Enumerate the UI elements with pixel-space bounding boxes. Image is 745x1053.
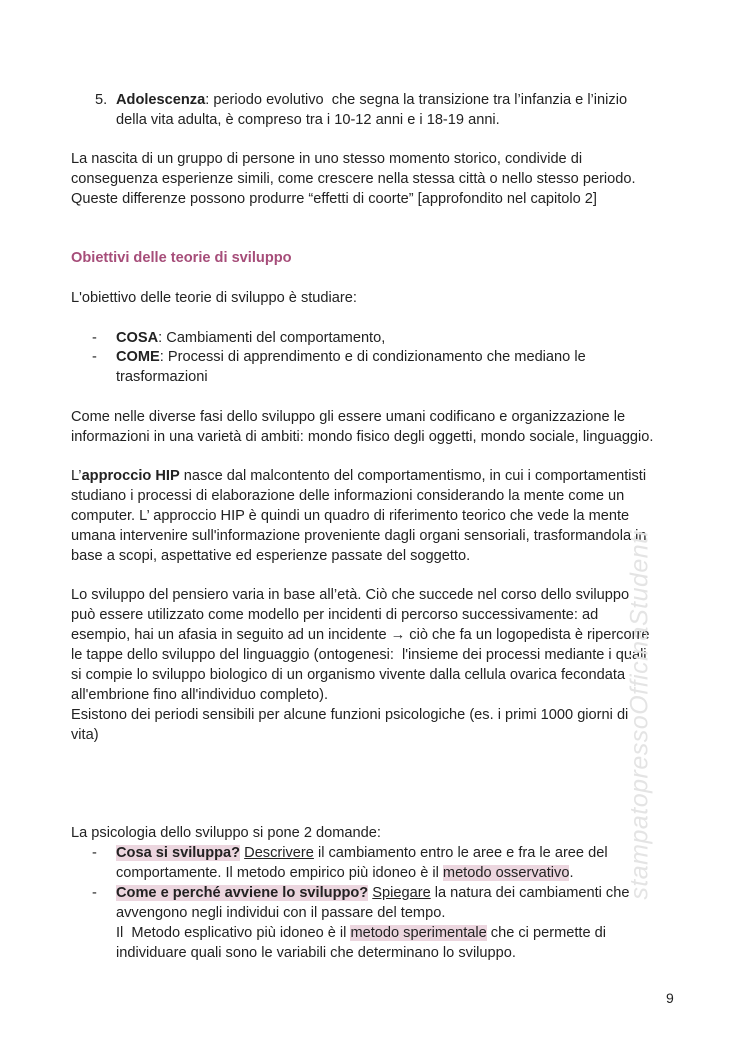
- bullet-marker: -: [92, 845, 97, 861]
- text-line: [71, 626, 649, 644]
- bullet-marker: -: [92, 885, 97, 901]
- text: base a scopi, aspettative ed esperienze passate del soggetto.: [71, 548, 471, 564]
- text: trasformazioni: [116, 369, 208, 385]
- text: nasce dal malcontento del comportamentismo, in cui i comportamentisti: [179, 468, 647, 484]
- text-line: [71, 547, 470, 565]
- bold-text: Adolescenza: [116, 92, 206, 108]
- text-line: [116, 904, 445, 922]
- text-line: [71, 586, 629, 604]
- underlined-text: Descrivere: [244, 845, 314, 861]
- bullet-marker: -: [92, 330, 97, 346]
- text-line: [71, 289, 357, 307]
- text-line: [116, 91, 627, 109]
- text-line: [71, 606, 598, 624]
- highlighted-text: Cosa si sviluppa?: [116, 845, 241, 861]
- text: della vita adulta, è compreso tra i 10-12 anni e i 18-19 anni.: [116, 112, 500, 128]
- text: Esistono dei periodi sensibili per alcune funzioni psicologiche (es. i primi 1000 giorni di: [71, 707, 629, 723]
- text-line: [71, 507, 629, 525]
- text-line: [71, 487, 624, 505]
- text-line: [116, 884, 629, 902]
- text: La psicologia dello sviluppo si pone 2 domande:: [71, 825, 381, 841]
- text: Lo sviluppo del pensiero varia in base all’età. Ciò che succede nel corso dello sviluppo: [71, 587, 630, 603]
- watermark: stampatopressoOfficinaStudenti: [625, 530, 654, 900]
- text: il cambiamento entro le aree e fra le aree del: [313, 845, 608, 861]
- highlighted-text: metodo sperimentale: [350, 925, 487, 941]
- text: avvengono negli individui con il passare del tempo.: [116, 905, 446, 921]
- text: conseguenza esperienze simili, come crescere nella stessa città o nello stesso periodo.: [71, 171, 636, 187]
- bold-text: COME: [116, 349, 160, 365]
- text-line: [71, 527, 647, 545]
- text-line: [71, 824, 381, 842]
- text-line: [116, 348, 586, 366]
- text: : Cambiamenti del comportamento,: [158, 330, 386, 346]
- text-line: [71, 686, 328, 704]
- text: comportamente. Il metodo empirico più idoneo è il: [116, 865, 443, 881]
- text-line: [71, 428, 653, 446]
- text: vita): [71, 727, 99, 743]
- text: può essere utilizzato come modello per incidenti di percorso successivamente: ad: [71, 607, 599, 623]
- text-line: [71, 467, 646, 485]
- text: che ci permette di: [486, 925, 606, 941]
- text: esempio, hai un afasia in seguito ad un incidente → ciò che fa un logopedista è ripercorre: [71, 627, 650, 643]
- text: Queste differenze possono produrre “effetti di coorte” [approfondito nel capitolo 2]: [71, 191, 597, 207]
- bold-text: COSA: [116, 330, 159, 346]
- text-line: [71, 408, 625, 426]
- text-line: [71, 170, 636, 188]
- text: : periodo evolutivo che segna la transizione tra l’infanzia e l’inizio: [205, 92, 628, 108]
- underlined-text: Spiegare: [372, 885, 431, 901]
- text: La nascita di un gruppo di persone in uno stesso momento storico, condivide di: [71, 151, 583, 167]
- text-line: [116, 111, 500, 129]
- bullet-marker: -: [92, 349, 97, 365]
- text-line: [71, 666, 625, 684]
- text: la natura dei cambiamenti che: [430, 885, 630, 901]
- text-line: [71, 646, 647, 664]
- text-line: [116, 924, 606, 942]
- text: le tappe dello sviluppo del linguaggio (ontogenesi: l'insieme dei processi mediante i quali: [71, 647, 647, 663]
- list-number: 5.: [95, 92, 108, 108]
- text: si compie lo sviluppo biologico di un organismo vivente dalla cellula ovarica fecondata: [71, 667, 626, 683]
- highlighted-text: metodo osservativo: [442, 865, 570, 881]
- section-heading: Obiettivi delle teorie di sviluppo: [71, 250, 292, 266]
- text: L'obiettivo delle teorie di sviluppo è studiare:: [71, 290, 357, 306]
- text: Come nelle diverse fasi dello sviluppo gli essere umani codificano e organizzazione le: [71, 409, 626, 425]
- text: individuare quali sono le variabili che determinano lo sviluppo.: [116, 945, 516, 961]
- bold-text: approccio HIP: [81, 468, 180, 484]
- text: all'embrione fino all'individuo completo).: [71, 687, 329, 703]
- text-line: [71, 190, 597, 208]
- text-line: [71, 249, 292, 267]
- text-line: [116, 368, 208, 386]
- text-line: [71, 706, 628, 724]
- text: .: [569, 865, 574, 881]
- text-line: [116, 944, 516, 962]
- text-line: [116, 844, 608, 862]
- text-line: [116, 329, 385, 347]
- text: informazioni in una varietà di ambiti: mondo fisico degli oggetti, mondo sociale, linguaggio.: [71, 429, 654, 445]
- text-line: [116, 864, 574, 882]
- page-number: 9: [666, 990, 674, 1006]
- text: computer. L’ approccio HIP è quindi un quadro di riferimento teorico che vede la mente: [71, 508, 630, 524]
- text-line: [71, 150, 582, 168]
- text-line: [71, 726, 99, 744]
- text: studiano i processi di elaborazione delle informazioni considerando la mente come un: [71, 488, 625, 504]
- text: L’: [71, 468, 82, 484]
- text: Il Metodo esplicativo più idoneo è il: [116, 925, 351, 941]
- text: umana intervenire sull'informazione proveniente dagli organi sensoriali, trasformandola in: [71, 528, 647, 544]
- highlighted-text: Come e perché avviene lo sviluppo?: [116, 885, 369, 901]
- text: : Processi di apprendimento e di condizionamento che mediano le: [159, 349, 586, 365]
